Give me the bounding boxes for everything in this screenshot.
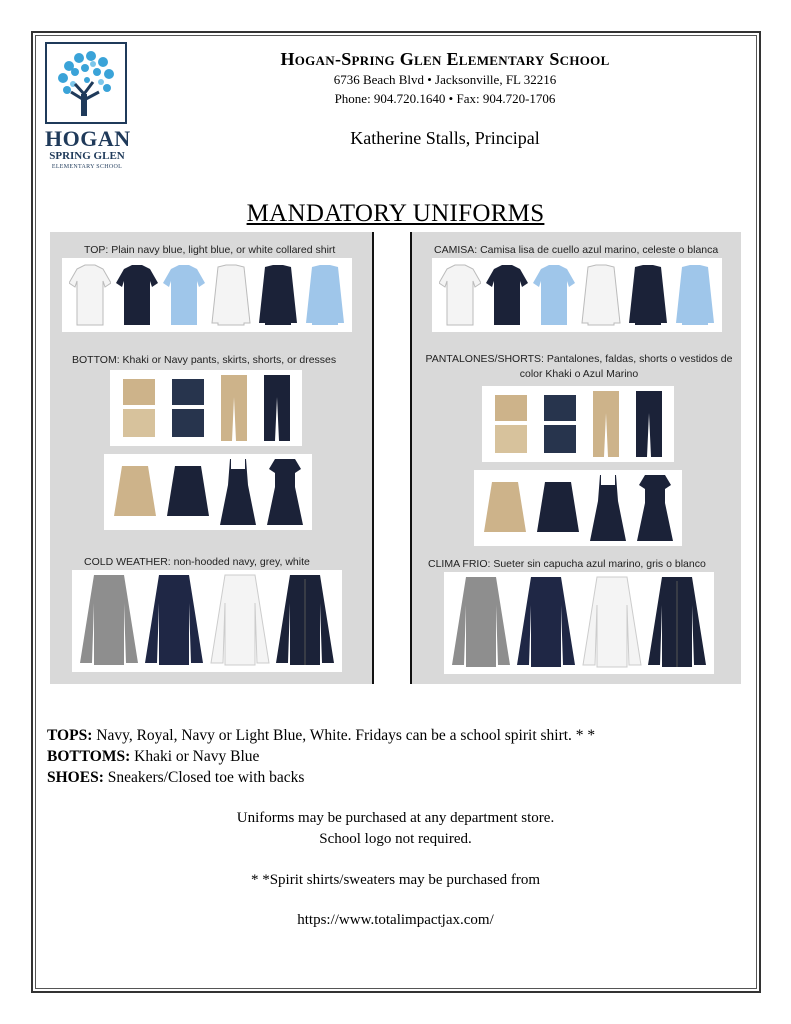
rule-bottoms-text: Khaki or Navy Blue [130,748,260,765]
shirt-lightblue-icon [163,263,205,327]
school-phone-fax: Phone: 904.720.1640 • Fax: 904.720-1706 [334,91,556,106]
navy-skirt-icon [165,462,211,522]
rule-shoes-label: SHOES: [47,769,104,786]
longsleeve-navy-icon [257,263,299,327]
white-cardigan-icon [209,573,271,669]
rule-bottoms [47,748,259,766]
khaki-skirt-icon [482,478,528,538]
caption-top-es: CAMISA: Camisa lisa de cuello azul marino, celeste o blanca [434,244,719,256]
caption-bottom-es: PANTALONES/SHORTS: Pantalones, faldas, shorts o vestidos de color Khaki o Azul Marino [425,353,733,380]
navy-dress-icon [265,457,305,527]
note-spirit-shirts: * *Spirit shirts/sweaters may be purchased from [250,872,541,888]
white-cardigan-icon [581,575,643,671]
logo-text-elementary: ELEMENTARY SCHOOL [51,164,123,170]
navy-jumper-icon [588,473,628,543]
caption-top-en: TOP: Plain navy blue, light blue, or white collared shirt [84,244,336,256]
logo-text-hogan: HOGAN [45,126,131,151]
note-department-store: Uniforms may be purchased at any department store. [236,810,555,826]
shirt-navy-icon [116,263,158,327]
school-logo [45,42,131,170]
navy-jumper-icon [218,457,258,527]
principal-name: Katherine Stalls, Principal [350,128,540,148]
navy-shorts-icon [540,391,580,457]
school-name: Hogan-Spring Glen Elementary School [280,49,610,69]
panel-divider-right [410,232,412,684]
khaki-shorts-icon [119,375,159,441]
tree-icon [45,42,127,124]
khaki-pants-icon [217,373,251,443]
grey-sweatshirt-icon [78,573,140,669]
caption-bottom-en: BOTTOM: Khaki or Navy pants, skirts, shorts, or dresses [72,354,337,366]
rule-tops-label: TOPS: [47,727,93,744]
panel-divider-left [372,232,374,684]
navy-pants-icon [260,373,294,443]
shirt-white-icon [69,263,111,327]
logo-text-spring-glen: SPRING GLEN [49,150,125,162]
caption-cold-es: CLIMA FRIO: Sueter sin capucha azul marino, gris o blanco [428,558,706,570]
shirts-strip-es [432,258,722,332]
navy-dress-icon [635,473,675,543]
navy-cardigan-icon [274,573,336,669]
page-title: MANDATORY UNIFORMS [246,200,545,227]
sweaters-strip-es [444,572,714,674]
longsleeve-lightblue-icon [674,263,716,327]
pants-strip-es [482,386,674,462]
longsleeve-white-icon [210,263,252,327]
note-logo-not-required: School logo not required. [319,831,472,847]
shirt-navy-icon [486,263,528,327]
spirit-shop-link[interactable]: https://www.totalimpactjax.com/ [297,912,494,928]
grey-sweatshirt-icon [450,575,512,671]
navy-sweatshirt-icon [515,575,577,671]
khaki-shorts-icon [491,391,531,457]
rule-shoes-text: Sneakers/Closed toe with backs [103,769,305,786]
rule-bottoms-label: BOTTOMS: [47,748,131,765]
navy-shorts-icon [168,375,208,441]
khaki-skirt-icon [112,462,158,522]
shirt-white-icon [439,263,481,327]
pants-strip-en [110,370,302,446]
longsleeve-white-icon [580,263,622,327]
school-address: 6736 Beach Blvd • Jacksonville, FL 32216 [333,72,557,87]
navy-cardigan-icon [646,575,708,671]
shirts-strip-en [62,258,352,332]
shirt-lightblue-icon [533,263,575,327]
navy-skirt-icon [535,478,581,538]
skirts-strip-es [474,470,682,546]
panel-gap [374,232,410,684]
rule-tops [47,727,595,745]
caption-cold-en: COLD WEATHER: non-hooded navy, grey, white [84,556,310,568]
longsleeve-lightblue-icon [304,263,346,327]
rule-shoes [47,769,304,787]
skirts-strip-en [104,454,312,530]
rule-tops-text: Navy, Royal, Navy or Light Blue, White. Fridays can be a school spirit shirt. * * [92,727,596,744]
navy-pants-icon [632,389,666,459]
navy-sweatshirt-icon [143,573,205,669]
khaki-pants-icon [589,389,623,459]
sweaters-strip-en [72,570,342,672]
longsleeve-navy-icon [627,263,669,327]
